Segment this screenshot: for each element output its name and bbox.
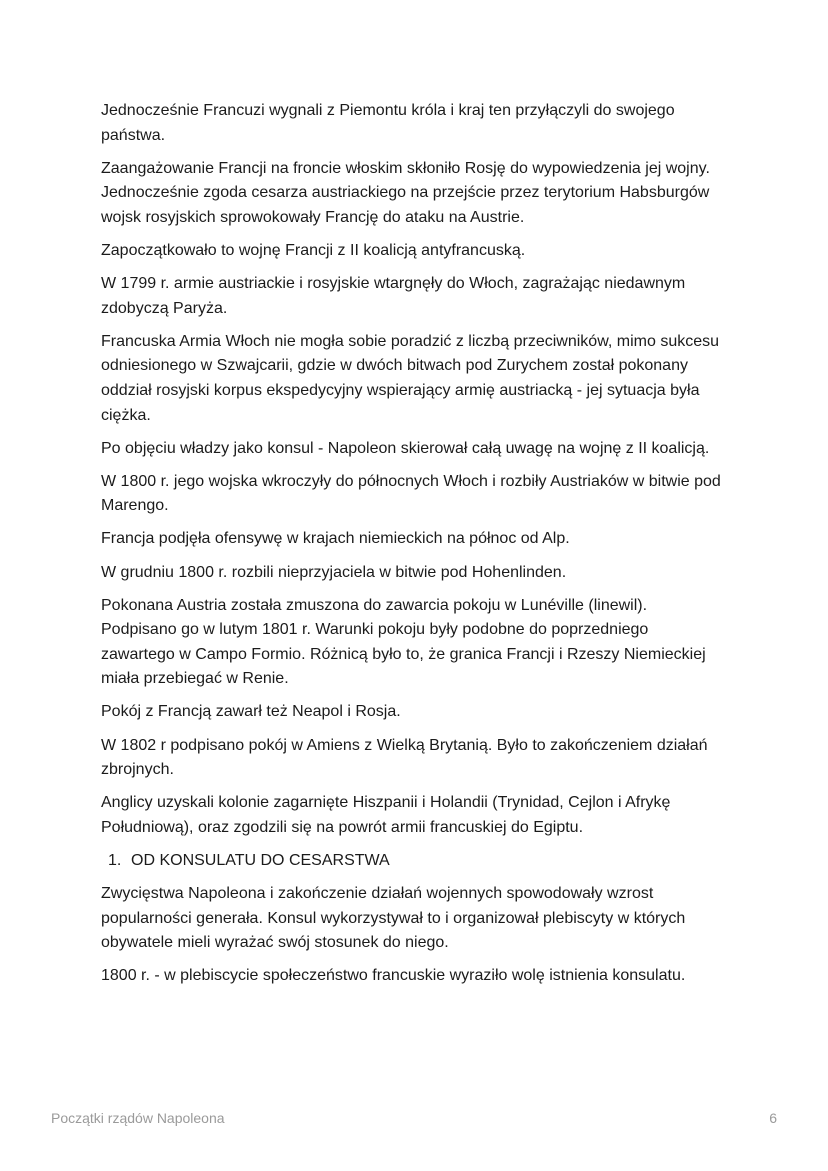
paragraph: Zaangażowanie Francji na froncie włoskim skłoniło Rosję do wypowiedzenia jej wojny. Jednocześnie zgoda cesarza austriackiego na przejście przez terytorium Habsburgów wojsk rosyjskich sprowokowały Francję do ataku na Austrie. (101, 159, 710, 226)
paragraph: Po objęciu władzy jako konsul - Napoleon skierował całą uwagę na wojnę z II koalicją. (101, 439, 710, 457)
document-body (101, 99, 726, 997)
section-heading-list (101, 849, 726, 874)
paragraph: 1800 r. - w plebiscycie społeczeństwo francuskie wyraziło wolę istnienia konsulatu. (101, 967, 686, 985)
paragraph: W 1800 r. jego wojska wkroczyły do północnych Włoch i rozbiły Austriaków w bitwie pod Marengo. (101, 472, 721, 515)
list-number: 1. (108, 851, 122, 869)
paragraph: W 1802 r podpisano pokój w Amiens z Wielką Brytanią. Było to zakończeniem działań zbrojnych. (101, 736, 708, 779)
page-number: 6 (769, 1110, 777, 1126)
paragraph: W 1799 r. armie austriackie i rosyjskie wtargnęły do Włoch, zagrażając niedawnym zdobyczą Paryża. (101, 275, 686, 317)
paragraph: Jednocześnie Francuzi wygnali z Piemontu króla i kraj ten przyłączyli do swojego państwa. (101, 102, 675, 144)
paragraph: Anglicy uzyskali kolonie zagarnięte Hiszpanii i Holandii (Trynidad, Cejlon i Afrykę Południową), oraz zgodzili się na powrót armii francuskiej do Egiptu. (101, 794, 671, 836)
paragraph: Zwycięstwa Napoleona i zakończenie działań wojennych spowodowały wzrost popularności generała. Konsul wykorzystywał to i organizował plebiscyty w których obywatele mieli wyrażać swój stosunek do niego. (101, 885, 686, 952)
section-heading-text: OD KONSULATU DO CESARSTWA (131, 851, 390, 869)
paragraph: Pokonana Austria została zmuszona do zawarcia pokoju w Lunéville (linewil). Podpisano go w lutym 1801 r. Warunki pokoju były podobne do poprzedniego zawartego w Campo Formio. Różnicą było to, że granica Francji i Rzeszy Niemieckiej miała przebiegać w Renie. (101, 596, 706, 688)
paragraph: W grudniu 1800 r. rozbili nieprzyjaciela w bitwie pod Hohenlinden. (101, 563, 567, 581)
section-heading (101, 849, 726, 874)
paragraph: Francja podjęła ofensywę w krajach niemieckich na północ od Alp. (101, 530, 570, 548)
footer-title: Początki rządów Napoleona (51, 1110, 225, 1126)
paragraph: Francuska Armia Włoch nie mogła sobie poradzić z liczbą przeciwników, mimo sukcesu odniesionego w Szwajcarii, gdzie w dwóch bitwach pod Zurychem został pokonany oddział rosyjski korpus ekspedycyjny wspierający armię austriacką - jej sytuacja była ciężka. (101, 332, 720, 424)
paragraph: Pokój z Francją zawarł też Neapol i Rosja. (101, 703, 401, 721)
paragraph: Zapoczątkowało to wojnę Francji z II koalicją antyfrancuską. (101, 241, 526, 259)
